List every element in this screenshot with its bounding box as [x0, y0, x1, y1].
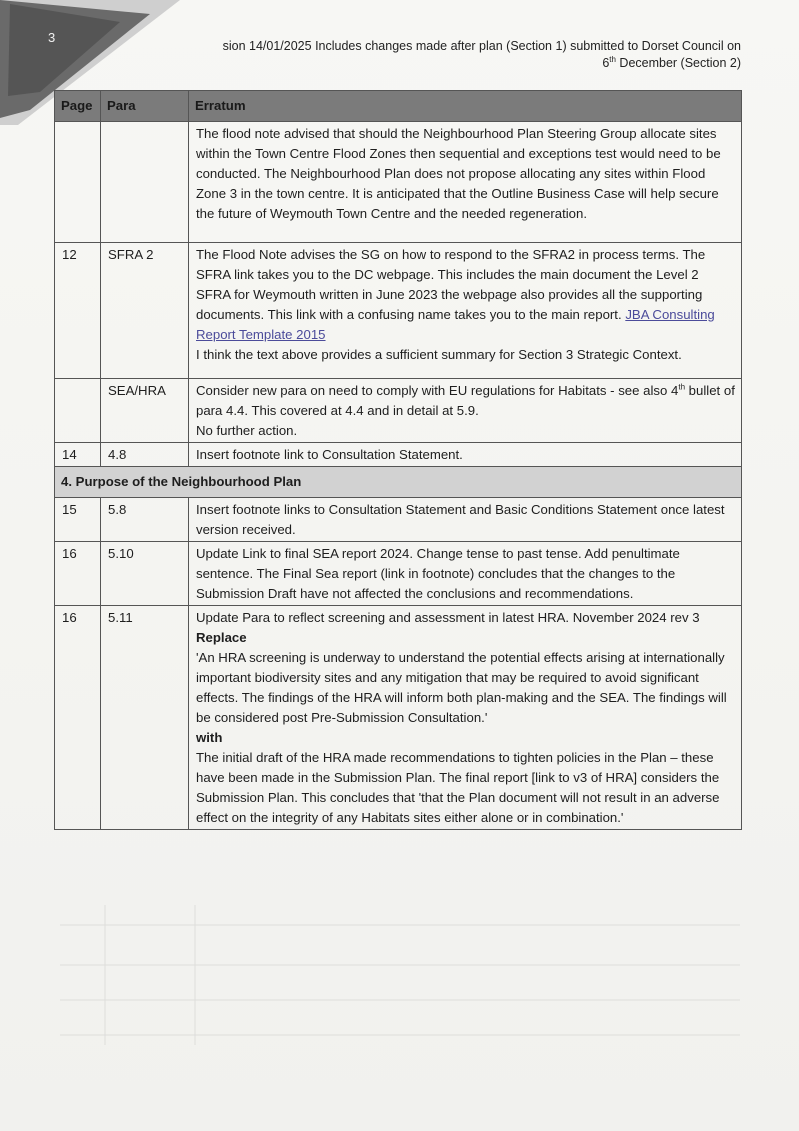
cell-page — [55, 379, 101, 443]
show-through-table-lines — [60, 905, 740, 1045]
header-line-1: sion 14/01/2025 Includes changes made after plan (Section 1) submitted to Dorset Council on — [222, 39, 741, 53]
replace-quote: 'An HRA screening is underway to understand the potential effects arising at internationally important biodiversity sites and any mitigation that may be required to avoid significant effects. The findings of the HRA will inform both plan-making and the SEA. The findings will be considered post Pre-Submission Consultation.' — [196, 650, 727, 725]
cell-para: SFRA 2 — [101, 243, 189, 379]
header-para: Para — [101, 91, 189, 122]
erratum-text-2: bullet of para 4.4. This covered at 4.4 and in detail at 5.9. — [196, 383, 735, 418]
table-header-row — [55, 91, 742, 122]
erratum-text: Consider new para on need to comply with EU regulations for Habitats - see also — [196, 383, 671, 398]
cell-para: 5.10 — [101, 542, 189, 606]
cell-erratum — [189, 606, 742, 830]
erratum-ordinal: 4 — [671, 383, 679, 398]
table-row — [55, 379, 742, 443]
erratum-ordinal-suffix: th — [678, 382, 686, 392]
header-date-rest: December (Section 2) — [615, 56, 741, 70]
cell-para — [101, 122, 189, 243]
table-row — [55, 243, 742, 379]
table-row — [55, 498, 742, 542]
header-line-2 — [150, 55, 741, 72]
cell-page: 15 — [55, 498, 101, 542]
document-header — [150, 38, 741, 72]
cell-para: SEA/HRA — [101, 379, 189, 443]
cell-page: 16 — [55, 606, 101, 830]
cell-para: 5.11 — [101, 606, 189, 830]
cell-page: 16 — [55, 542, 101, 606]
header-date-suffix: th — [609, 54, 616, 64]
cell-page: 12 — [55, 243, 101, 379]
jba-report-link[interactable]: JBA Consulting Report Template 2015 — [196, 307, 715, 342]
cell-page — [55, 122, 101, 243]
erratum-text: Update Para to reflect screening and assessment in latest HRA. November 2024 rev 3 — [196, 610, 700, 625]
errata-table — [54, 90, 742, 830]
erratum-text-2: The initial draft of the HRA made recommendations to tighten policies in the Plan – these have been made in the Submission Plan. The final report [link to v3 of HRA] considers the Submission Plan. This concludes that 'that the Plan document will not result in an adverse effect on the integrity of any Habitats sites either alone or in combination.' — [196, 750, 720, 825]
cell-erratum — [189, 379, 742, 443]
header-erratum: Erratum — [189, 91, 742, 122]
cell-page: 14 — [55, 443, 101, 467]
with-label: with — [196, 730, 223, 745]
erratum-text: The Flood Note advises the SG on how to respond to the SFRA2 in process terms. The SFRA link takes you to the DC webpage. This includes the main document the Level 2 SFRA for Weymouth written in June 2023 the webpage also provides all the supporting documents. This link with a confusing name takes you to the main report. — [196, 247, 706, 322]
table-row — [55, 122, 742, 243]
page-number: 3 — [48, 30, 56, 45]
table-row — [55, 606, 742, 830]
table-row — [55, 542, 742, 606]
header-page: Page — [55, 91, 101, 122]
cell-erratum: Insert footnote link to Consultation Statement. — [189, 443, 742, 467]
cell-erratum: Update Link to final SEA report 2024. Change tense to past tense. Add penultimate sentence. The Final Sea report (link in footnote) concludes that the changes to the Submission Draft have not affected the conclusions and recommendations. — [189, 542, 742, 606]
section-row — [55, 467, 742, 498]
cell-para: 5.8 — [101, 498, 189, 542]
cell-erratum: Insert footnote links to Consultation Statement and Basic Conditions Statement once latest version received. — [189, 498, 742, 542]
cell-erratum — [189, 243, 742, 379]
section-heading: 4. Purpose of the Neighbourhood Plan — [55, 467, 742, 498]
header-date-day: 6 — [602, 56, 610, 70]
erratum-text-2: I think the text above provides a sufficient summary for Section 3 Strategic Context. — [196, 347, 682, 362]
cell-erratum: The flood note advised that should the Neighbourhood Plan Steering Group allocate sites within the Town Centre Flood Zones then sequential and exceptions test would need to be conducted. The Neighbourhood Plan does not propose allocating any sites within Flood Zone 3 in the town centre. It is anticipated that the Outline Business Case will help secure the future of Weymouth Town Centre and the needed regeneration. — [189, 122, 742, 243]
replace-label: Replace — [196, 630, 247, 645]
cell-para: 4.8 — [101, 443, 189, 467]
erratum-text-3: No further action. — [196, 423, 298, 438]
table-row — [55, 443, 742, 467]
